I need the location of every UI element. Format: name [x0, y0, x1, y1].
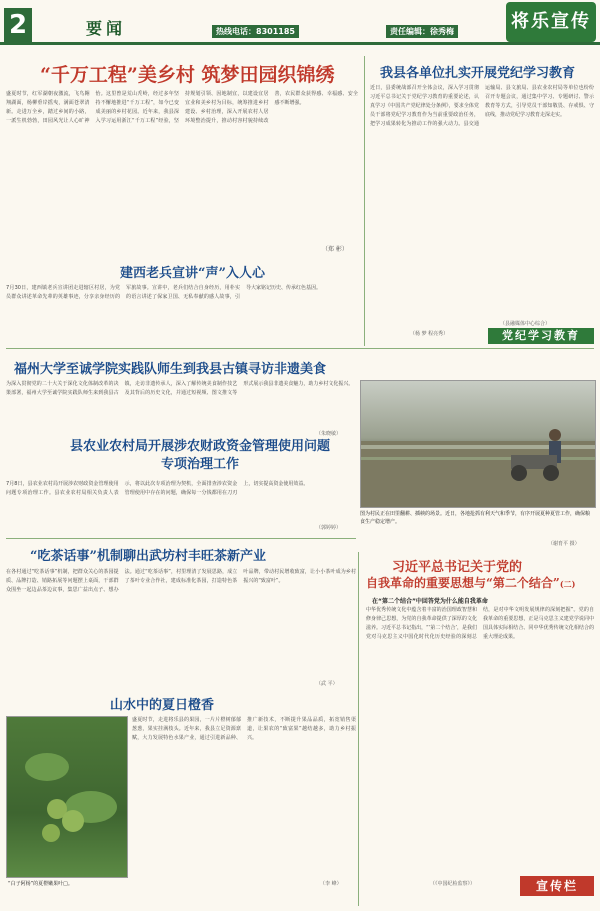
orange-tree-illustration	[7, 717, 127, 877]
article-a8-subhead: 在“第二个结合”中回答党为什么能自我革命	[372, 598, 488, 605]
headline-a7: 山水中的夏日橙香	[110, 698, 215, 713]
article-a4-body: 为深入贯彻党的二十大关于深化文化体制改革的决策部署，福州大学至诚学院实践队师生来到我县古镇，走访非遗传承人，深入了解传统美食制作技艺及其背后的历史文化，并通过短视频、图文推文等形式展示我县非遗美食魅力，助力乡村文化振兴。	[6, 381, 354, 396]
article-a3-byline: （杨 梦 程亮秀）	[410, 331, 449, 337]
banner-publicity-label: 宣传栏	[535, 879, 578, 893]
headline-a1: “千万工程”美乡村 筑梦田园织锦绣	[40, 64, 335, 86]
headline-a8-line1: 习近平总书记关于党的	[392, 560, 523, 575]
editor-credit: 责任编辑：徐秀梅	[386, 25, 458, 38]
headline-a2: 我县各单位扎实开展党纪学习教育	[380, 66, 576, 81]
masthead	[0, 0, 600, 46]
headline-a4: 福州大学至诚学院实践队师生到我县古镇寻访非遗美食	[14, 362, 327, 377]
column-divider-2	[358, 552, 359, 906]
photo1-caption: 图为村民正在田里翻耕、插秧的场景。近日，各地抢抓有利天气和季节，有序开展夏种夏管工作，确保粮食生产稳定增产。	[360, 511, 591, 525]
article-a5-body: 7月8日，县农业农村局开展涉农财政资金管理使用问题专项治理工作。县农业农村局相关负责人表示，将以此次专项治理为契机，全面排查涉农资金管理使用中存在的问题，确保每一分钱都用在刀刃上，切实提高资金使用效益。	[6, 481, 309, 496]
article-a6-body: 在各村通过“吃茶话事”机制，把群众关心的茶园提质、品牌打造、销路拓展等问题摆上桌面，干部群众围坐一起边品茶边议事，集思广益出点子、想办法。通过“吃茶话事”，村里理清了发展思路，成立了茶叶专业合作社，建成标准化茶园，打造特色茶叶品牌，带动村民增收致富，让小小茶叶成为乡村振兴的“致富叶”。	[6, 569, 356, 593]
section-rule-2	[6, 538, 356, 539]
section-title: 要闻	[86, 19, 127, 38]
photo-orange	[6, 716, 128, 878]
banner-discipline-label: 党纪学习教育	[502, 329, 580, 342]
headline-a5: 县农业农村局开展涉农财政资金管理使用问题专项治理工作	[70, 439, 331, 472]
article-a1-body: 盛夏时节，红军湖朝夜激流，飞鸟翱翔湖面，杨柳垂岸摇曳，满面苍翠清新。走进万全乡，踏过乡间的小路，一派生机勃勃，田园风光让人心旷神怡。这里曾是荒山秃岭，经过多年坚持不懈地推进“千万工程”，如今已变成美丽的乡村花园。近年来，我县深入学习运用浙江“千万工程”经验，坚持规划引领、因地制宜，以建设宜居宜业和美乡村为目标，统筹推进乡村建设、乡村治理，深入开展农村人居环境整治提升，推动村容村貌持续改善，农民群众获得感、幸福感、安全感不断增强。	[6, 91, 358, 124]
masthead-rule	[0, 42, 600, 45]
article-a7-byline: （李 峰）	[320, 881, 342, 887]
article-a4-byline: （朱晓敏）	[316, 431, 342, 437]
photo-orange-caption: “白子阿杨”的夏橙嫩果叶□。	[8, 881, 73, 887]
headline-a8-line2	[366, 574, 575, 591]
article-a2-byline: （县融媒体中心综合）	[500, 321, 551, 327]
photo1-byline: （谢育平 摄）	[548, 541, 580, 547]
article-a1-byline: （郑 彬）	[322, 246, 348, 253]
article-a5-byline: （郭婷婷）	[316, 525, 342, 531]
article-a6-byline: （武 平）	[316, 681, 338, 687]
article-a7-body: 盛夏时节，走进将乐县的果园，一片片橙树郁郁葱葱，果实挂满枝头。近年来，我县立足资源禀赋，大力发展特色水果产业，通过引进新品种、推广新技术，不断提升果品品质，拓宽销售渠道，让果农的“致富果”越结越多，助力乡村振兴。	[132, 717, 356, 741]
headline-a3: 建西老兵宣讲“声”入人心	[120, 266, 265, 281]
banner-publicity	[520, 876, 594, 896]
farmer-tractor-illustration	[361, 381, 595, 507]
headline-a5-line	[70, 438, 330, 474]
headline-a8-suffix: (二)	[559, 579, 576, 589]
headline-a6: “吃茶话事”机制聊出武坊村丰旺茶新产业	[30, 549, 266, 564]
article-a8-byline: （《中国纪检监察》）	[430, 881, 476, 887]
photo-farming	[360, 380, 596, 508]
article-a2-body: 近日，县委统战部召开全体会议，深入学习贯彻习近平总书记关于党纪学习教育的重要论述，认真学习《中国共产党纪律处分条例》，要求全体党员干部将党纪学习教育作为当前重要政治任务，把学习成果转化为推动工作的强大动力。县交通运输局、县文旅局、县农业农村局等单位也纷纷召开专题会议，通过集中学习、专题研讨、警示教育等方式，引导党员干部知敬畏、存戒惧、守底线，推动党纪学习教育走深走实。	[370, 85, 594, 127]
article-a8-body: 中华优秀传统文化中蕴含着丰富的治国理政智慧和修身律己思想，为党的自我革命提供了深厚的文化滋养。习近平总书记指出，“‘第二个结合’，是我们党对马克思主义中国化时代化历史经验的深刻总结，是对中华文明发展规律的深刻把握”。党的自我革命的重要思想，正是马克思主义建党学说同中国具体实际相结合、同中华优秀传统文化相结合的重大理论成果。	[366, 607, 594, 640]
brand-logo: 将乐宣传	[506, 2, 596, 42]
article-a3-body: 7月30日，建西镇老兵宣讲团走进辖区村居，为党员群众讲述革命先辈的英雄事迹，分享亲身经历的军旅故事。宣讲中，老兵们结合自身经历，用朴实的语言讲述了保家卫国、无私奉献的感人故事，引导大家铭记历史、传承红色基因。	[6, 285, 322, 300]
page-number: 2	[4, 8, 32, 42]
headline-a8: 自我革命的重要思想与“第二个结合”	[366, 576, 560, 590]
banner-discipline	[488, 328, 594, 344]
section-rule	[6, 348, 594, 349]
hotline: 热线电话：8301185	[212, 25, 299, 38]
